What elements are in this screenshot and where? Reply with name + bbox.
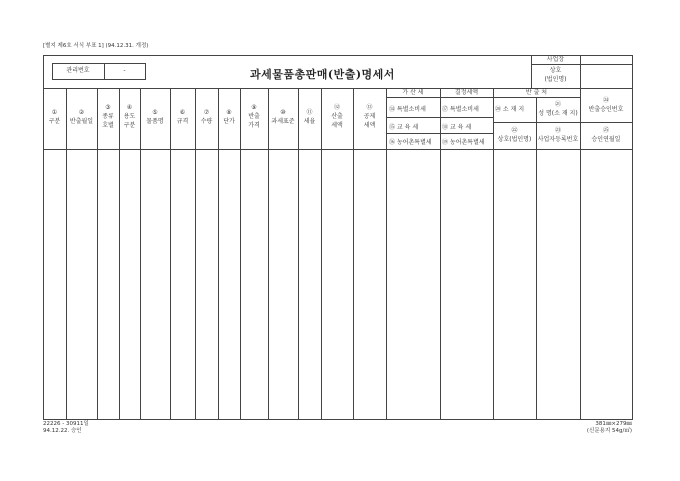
footer-paper-size: 381㎜×279㎜ — [595, 421, 632, 427]
tax-add-label: 가 산 세 — [402, 89, 424, 96]
col-3-header: ③ 종류 호별 — [102, 104, 114, 129]
mgmt-number-value: - — [123, 67, 126, 74]
business-label: 사업장 — [546, 56, 565, 63]
decided-rural: ⑲ 농어촌특별세 — [442, 139, 485, 146]
col-10-header: ⑩ 과세표준 — [271, 109, 295, 125]
col-2-header: ② 반출월일 — [69, 109, 94, 125]
col-13-header: ⑬ 공제 세액 — [363, 104, 376, 129]
trade-name-label: 상호 — [549, 67, 562, 74]
col-12-header: ⑫ 산출 세액 — [331, 104, 343, 129]
col-11-header: ⑪ 세율 — [303, 109, 316, 125]
col-9-header: ⑨ 반출 가격 — [248, 104, 260, 129]
destination-location: ⑳ 소 재 지 — [495, 106, 525, 113]
tax-add-special: ⑭ 특별소비세 — [389, 106, 426, 113]
decided-special: ⑰ 특별소비세 — [442, 106, 479, 113]
col-6-header: ⑥ 규격 — [176, 109, 189, 125]
approval-date: ㉕ 승인연월일 — [591, 127, 621, 143]
tax-add-education: ⑮ 교 육 세 — [389, 124, 419, 131]
decided-tax-label: 결정세액 — [454, 89, 479, 96]
col-8-header: ⑧ 단가 — [223, 109, 235, 125]
form-header-note: [별지 제6호 서식 부표 1] (94.12.31. 개정) — [43, 43, 149, 49]
mgmt-number-label: 관리번호 — [66, 67, 90, 74]
destination-label: 반 출 처 — [525, 89, 548, 96]
col-7-header: ⑦ 수량 — [200, 109, 213, 125]
col-5-header: ⑤ 물품명 — [146, 109, 164, 125]
col-1-header: ① 구분 — [48, 109, 61, 125]
approval-number: ㉔ 반출승인번호 — [588, 97, 624, 113]
destination-name: ㉑ 성 명(소 재 지) — [538, 101, 578, 117]
footer-paper-type: (신문용지 54g/㎡) — [586, 428, 632, 434]
destination-reg-number: ㉓ 사업자등록번호 — [537, 127, 579, 143]
footer-approval-code: 22226 - 30911일 — [43, 421, 89, 427]
footer-approval-date: 94.12.22. 승인 — [43, 428, 82, 434]
corp-name-label: (법인명) — [544, 76, 567, 83]
col-4-header: ④ 용도 구분 — [123, 104, 136, 129]
form-title: 과세물품총판매(반출)명세서 — [250, 68, 395, 81]
destination-trade: ㉒ 상호(법인명) — [497, 127, 532, 143]
decided-education: ⑱ 교 육 세 — [442, 124, 472, 131]
tax-add-rural: ⑯ 농어촌특별세 — [389, 139, 432, 146]
